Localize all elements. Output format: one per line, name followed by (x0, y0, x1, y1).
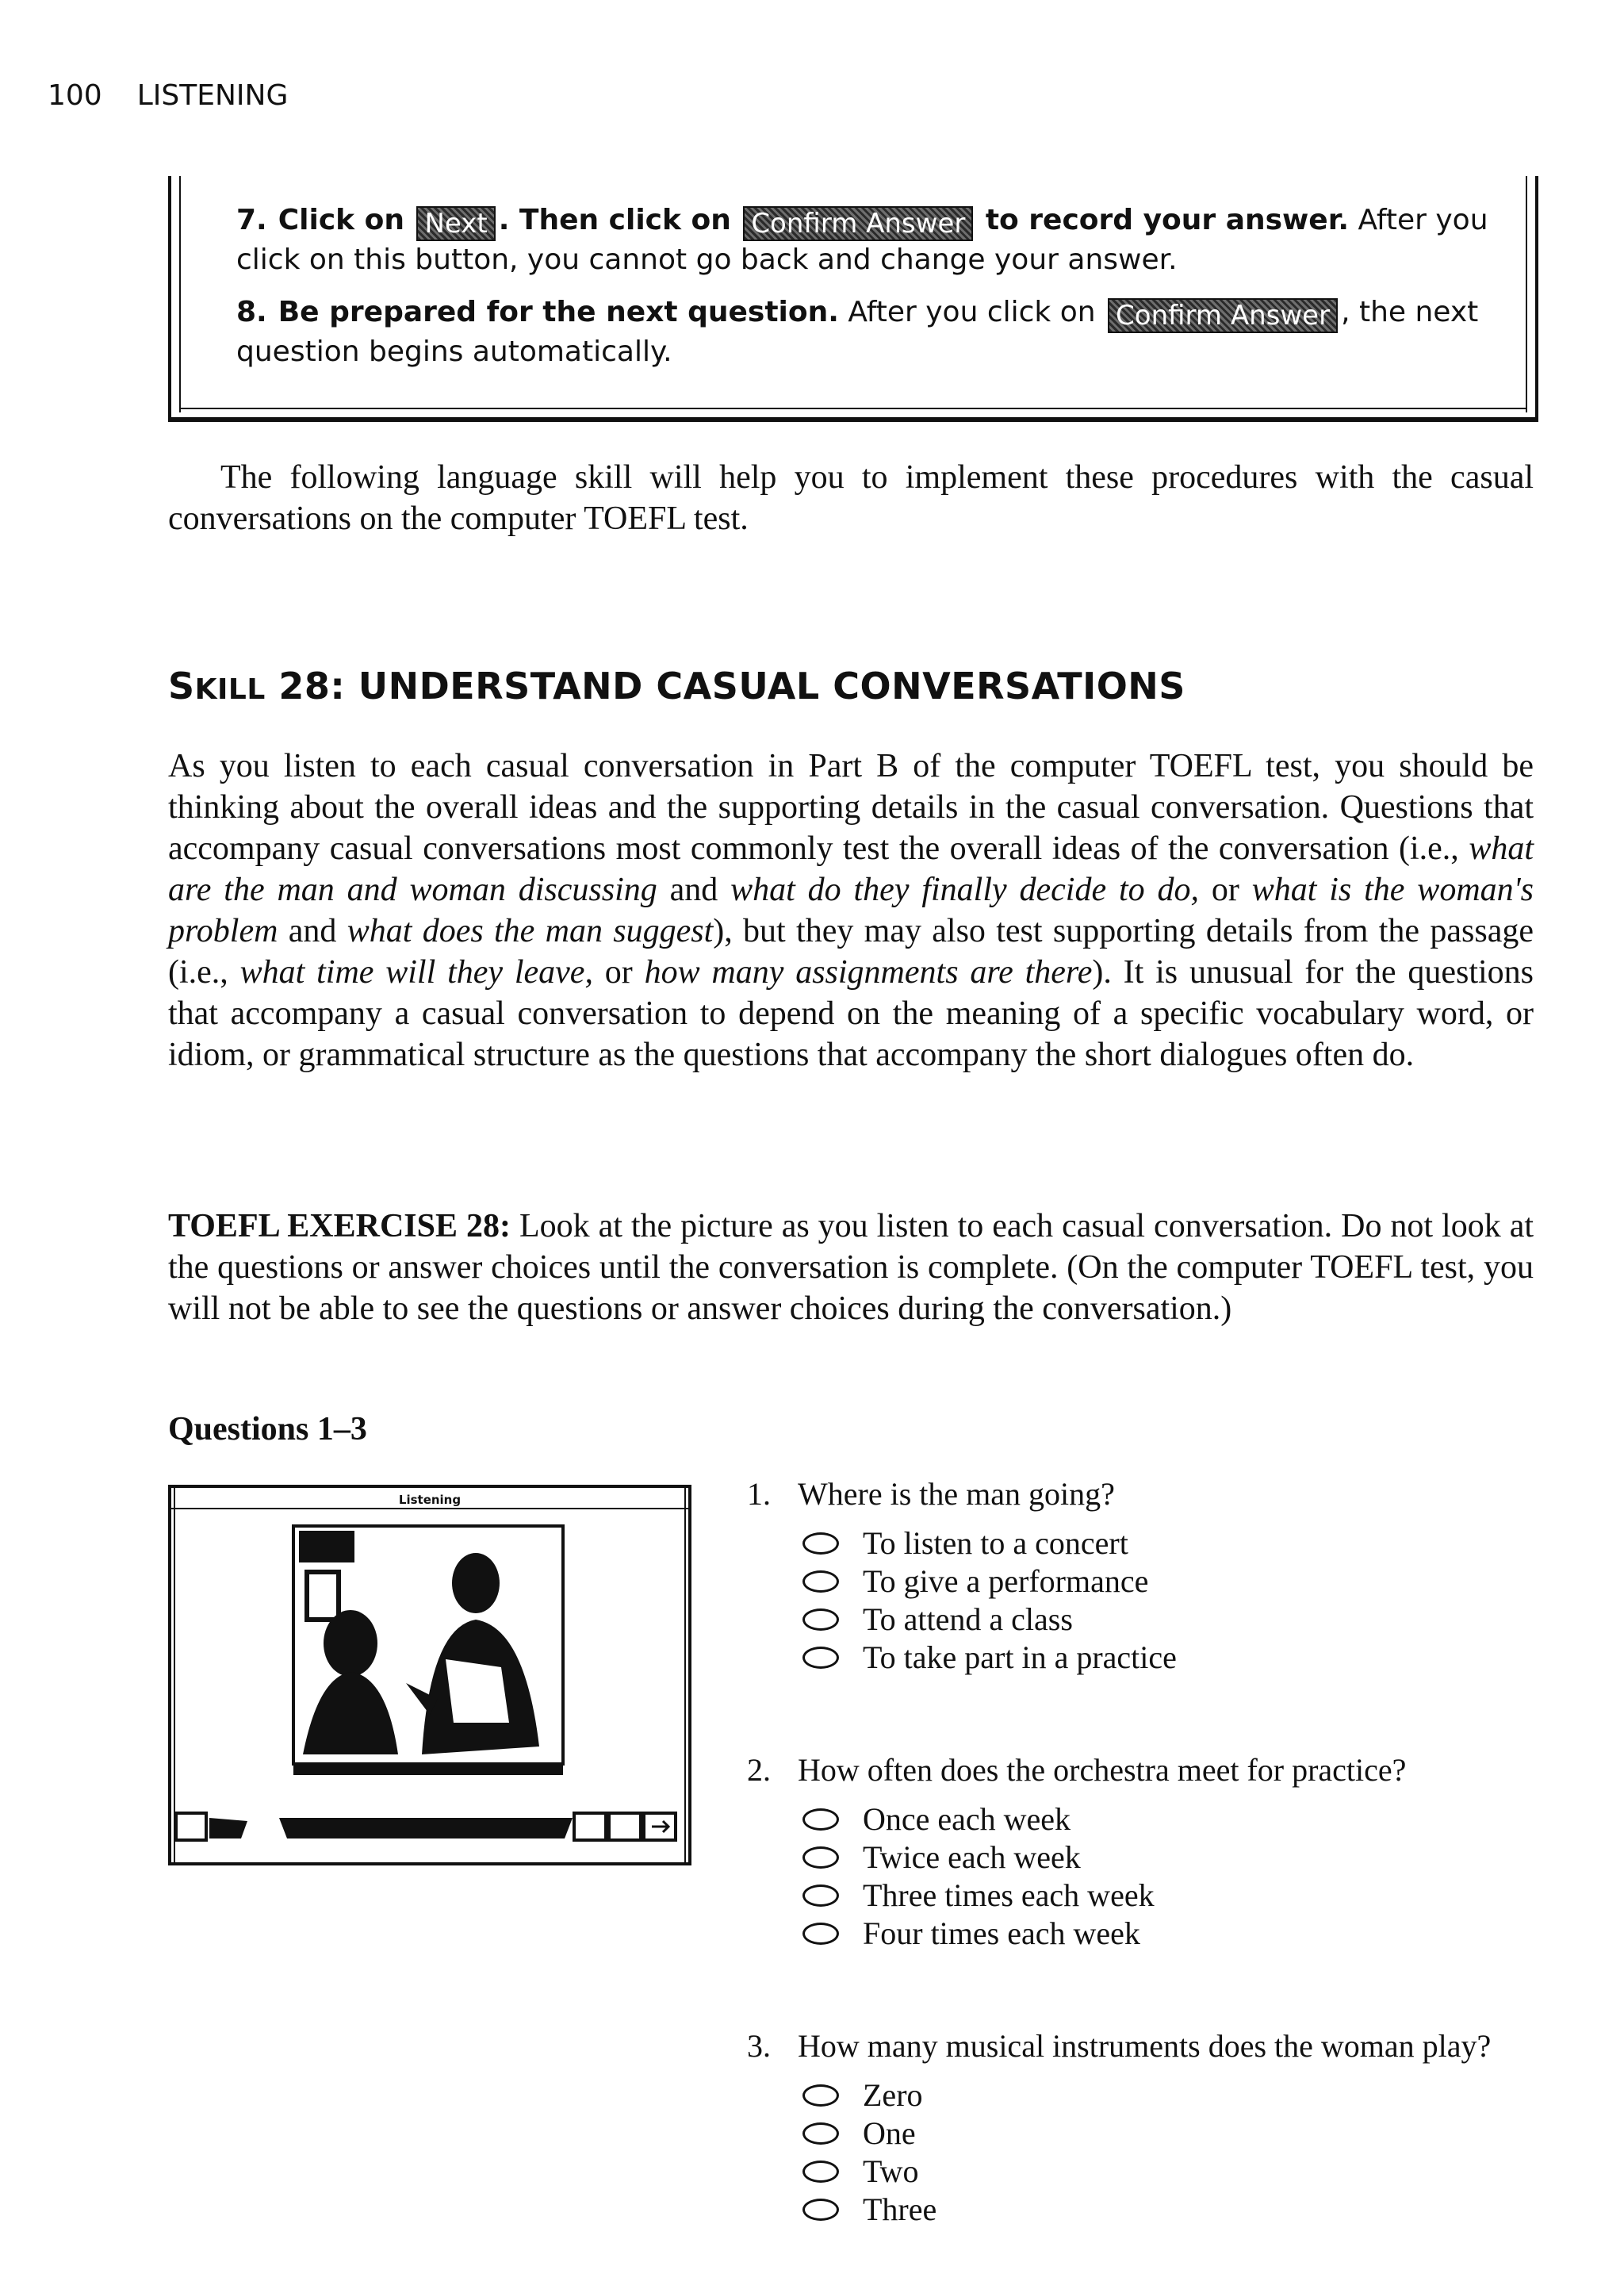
question-stem: How many musical instruments does the woman play? (798, 2028, 1492, 2064)
paragraph-text: and (657, 872, 731, 908)
question-stem: How often does the orchestra meet for practice? (798, 1752, 1407, 1788)
question-number: 1. (747, 1476, 771, 1512)
step-text: . Then click on (498, 204, 731, 236)
answer-oval[interactable] (802, 1570, 839, 1593)
paragraph-example: what is the woman's problem (168, 872, 1534, 949)
transition-paragraph: The following language skill will help you to implement these procedures with the casual conversations on the computer TOEFL test. (168, 459, 1534, 537)
choice-label: Two (863, 2153, 919, 2189)
answer-choices (802, 2076, 936, 2229)
exercise-text: Look at the picture as you listen to each casual conversation. Do not look at the questions or answer choices until the conversation is complete. (On the computer TOEFL test, you will not be able to see the questions or answer choices during the conversation.) (168, 1208, 1534, 1327)
step-text: After you click on this button, you cannot go back and change your answer. (236, 204, 1488, 276)
figure-title: Listening (398, 1493, 462, 1507)
choice-label: To take part in a practice (863, 1639, 1177, 1675)
paragraph-example: what do they finally decide to do, (730, 872, 1199, 908)
answer-oval[interactable] (802, 2199, 839, 2221)
step-text: to record your answer. (985, 204, 1350, 236)
conversation-photo-icon (293, 1526, 563, 1764)
confirm-answer-button: Confirm Answer (743, 206, 973, 241)
skill-prefix-small: KILL (194, 673, 266, 706)
answer-choice[interactable] (802, 1562, 1177, 1601)
confirm-answer-button: Confirm Answer (1108, 298, 1338, 333)
paragraph-text: As you listen to each casual conversation in Part B of the computer TOEFL test, you should be thinking about the overall ideas and the supporting details in the casual conversation. Questions that accompany casual conversations most commonly test the overall ideas of the conversation (i.e., (168, 748, 1534, 867)
step-text: Click on (278, 204, 405, 236)
instruction-step-8 (236, 293, 1489, 371)
question-number: 3. (747, 2028, 771, 2064)
choice-label: Twice each week (863, 1839, 1081, 1875)
confirm-icon (609, 1813, 641, 1840)
answer-choice[interactable] (802, 1524, 1177, 1562)
exercise-paragraph (168, 1206, 1534, 1329)
questions-label: Questions 1–3 (168, 1411, 367, 1447)
step-text: , the next question begins automatically. (236, 296, 1479, 368)
answer-oval[interactable] (802, 1608, 839, 1631)
choice-label: To attend a class (863, 1601, 1073, 1637)
skill-paragraph (168, 746, 1534, 1075)
exercise-label: TOEFL EXERCISE 28: (168, 1208, 511, 1244)
answer-choice[interactable] (802, 1877, 1155, 1915)
paragraph-example: what time will they leave, (239, 954, 593, 991)
skill-heading (168, 665, 1185, 707)
question-stem: Where is the man going? (798, 1476, 1115, 1512)
instruction-box (168, 176, 1538, 422)
answer-choice[interactable] (802, 2076, 936, 2115)
choice-label: Zero (863, 2077, 923, 2113)
paragraph-example: what does the man suggest (347, 913, 714, 949)
answer-choice[interactable] (802, 2191, 936, 2229)
running-header (48, 79, 288, 112)
step-text: After you click on (848, 296, 1096, 328)
volume-icon (176, 1813, 206, 1840)
answer-choice[interactable] (802, 1838, 1155, 1877)
help-icon (574, 1813, 606, 1840)
skill-title: UNDERSTAND CASUAL CONVERSATIONS (358, 665, 1185, 707)
choice-label: To listen to a concert (863, 1525, 1128, 1561)
answer-oval[interactable] (802, 1808, 839, 1831)
step-number: 8. (236, 296, 267, 328)
answer-choice[interactable] (802, 1639, 1177, 1677)
answer-choices (802, 1800, 1155, 1953)
paragraph-text: ), but they may also test supporting details from the passage (i.e., (168, 913, 1534, 991)
answer-oval[interactable] (802, 1884, 839, 1907)
skill-prefix: S (168, 665, 195, 707)
answer-choice[interactable] (802, 2115, 936, 2153)
answer-oval[interactable] (802, 1923, 839, 1945)
choice-label: To give a performance (863, 1563, 1149, 1599)
answer-oval[interactable] (802, 2161, 839, 2183)
step-text: Be prepared for the next question. (278, 296, 839, 328)
paragraph-text: and (278, 913, 347, 949)
paragraph-example: how many assignments are there (644, 954, 1093, 991)
choice-label: Four times each week (863, 1915, 1140, 1951)
paragraph-text: or (592, 954, 645, 991)
instruction-step-7 (236, 201, 1489, 279)
answer-choice[interactable] (802, 1915, 1155, 1953)
choice-label: Three times each week (863, 1877, 1155, 1913)
paragraph-text: ). It is unusual for the questions that accompany a casual conversation to depend on the meaning of a specific vocabulary word, or idiom, or grammatical structure as the questions that accompany the short dialogues often do. (168, 954, 1534, 1073)
box-inner-rule (179, 408, 1527, 409)
answer-oval[interactable] (802, 1846, 839, 1869)
answer-choice[interactable] (802, 1800, 1155, 1838)
paragraph-example: what are the man and woman discussing (168, 830, 1534, 908)
answer-choice[interactable] (802, 1601, 1177, 1639)
answer-oval[interactable] (802, 1647, 839, 1669)
step-number: 7. (236, 204, 267, 236)
answer-choices (802, 1524, 1177, 1677)
paragraph-text: or (1199, 872, 1252, 908)
skill-number: 28: (278, 665, 346, 707)
page-number: 100 (48, 79, 102, 112)
answer-choice[interactable] (802, 2153, 936, 2191)
choice-label: Once each week (863, 1801, 1071, 1837)
listening-screen-figure (168, 1485, 691, 1865)
next-button: Next (416, 206, 495, 241)
question-number: 2. (747, 1752, 771, 1788)
answer-oval[interactable] (802, 1532, 839, 1555)
answer-oval[interactable] (802, 2084, 839, 2107)
choice-label: One (863, 2115, 916, 2151)
answer-oval[interactable] (802, 2122, 839, 2145)
section-title: LISTENING (136, 79, 289, 112)
choice-label: Three (863, 2191, 937, 2227)
